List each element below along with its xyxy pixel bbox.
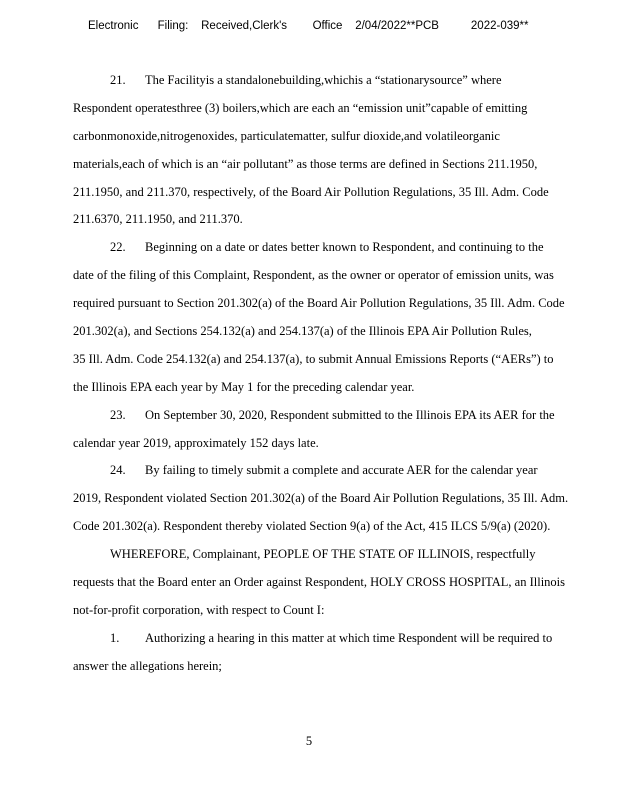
text-line — [73, 658, 608, 686]
text-line — [73, 128, 608, 156]
line-text: 211.1950, and 211.370, respectively, of the Board Air Pollution Regulations, 35 Ill. Adm. Code — [73, 184, 549, 199]
line-text: 35 Ill. Adm. Code 254.132(a) and 254.137(a), to submit Annual Emissions Reports (“AERs”) to — [73, 351, 554, 366]
text-line — [73, 546, 608, 574]
line-text: The Facilityis a standalonebuilding,whichis a “stationarysource” where — [145, 73, 502, 87]
line-text: calendar year 2019, approximately 152 days late. — [73, 435, 319, 450]
text-line — [73, 239, 608, 267]
line-text: not-for-profit corporation, with respect to Count I: — [73, 602, 325, 617]
line-text: date of the filing of this Complaint, Respondent, as the owner or operator of emission units, was — [73, 268, 554, 283]
text-line — [73, 184, 608, 212]
text-line — [73, 156, 608, 184]
text-line — [73, 518, 608, 546]
text-line — [73, 72, 608, 100]
paragraph-number: 23. — [110, 407, 126, 422]
text-line — [73, 630, 608, 658]
text-line — [73, 323, 608, 351]
line-text: answer the allegations herein; — [73, 658, 222, 673]
text-line — [73, 295, 608, 323]
line-text: WHEREFORE, Complainant, PEOPLE OF THE STATE OF ILLINOIS, respectfully — [110, 547, 536, 562]
line-text: required pursuant to Section 201.302(a) of the Board Air Pollution Regulations, 35 Ill. Adm. Code — [73, 296, 565, 311]
paragraph-number: 1. — [110, 630, 120, 645]
text-line — [73, 407, 608, 435]
paragraph-number: 22. — [110, 240, 126, 255]
text-line — [73, 211, 608, 239]
document-body — [73, 72, 608, 686]
line-text: By failing to timely submit a complete and accurate AER for the calendar year — [145, 463, 538, 478]
page-number: 5 — [305, 734, 313, 748]
text-line — [73, 462, 608, 490]
line-text: Code 201.302(a). Respondent thereby violated Section 9(a) of the Act, 415 ILCS 5/9(a) (2020). — [73, 519, 551, 534]
text-line — [73, 435, 608, 463]
line-text: Beginning on a date or dates better known to Respondent, and continuing to the — [145, 240, 544, 255]
text-line — [73, 100, 608, 128]
text-line — [73, 379, 608, 407]
text-line — [73, 602, 608, 630]
paragraph-number: 24. — [110, 463, 126, 478]
line-text: Authorizing a hearing in this matter at which time Respondent will be required to — [145, 630, 553, 645]
line-text: the Illinois EPA each year by May 1 for the preceding calendar year. — [73, 379, 415, 394]
text-line — [73, 267, 608, 295]
line-text: 201.302(a), and Sections 254.132(a) and 254.137(a) of the Illinois EPA Air Pollution Rules, — [73, 324, 532, 339]
text-line — [73, 490, 608, 518]
line-text: carbonmonoxide,nitrogenoxides, particulatematter, sulfur dioxide,and volatileorganic — [73, 128, 500, 143]
paragraph-number: 21. — [110, 73, 126, 87]
line-text: requests that the Board enter an Order against Respondent, HOLY CROSS HOSPITAL, an Illinois — [73, 575, 565, 590]
line-text: materials,each of which is an “air pollutant” as those terms are defined in Sections 211.1950, — [73, 156, 538, 171]
line-text: 211.6370, 211.1950, and 211.370. — [73, 212, 243, 227]
text-line — [73, 574, 608, 602]
line-text: 2019, Respondent violated Section 201.302(a) of the Board Air Pollution Regulations, 35 Ill. Adm. — [73, 491, 569, 506]
line-text: Respondent operatesthree (3) boilers,which are each an “emission unit”capable of emitting — [73, 100, 528, 115]
line-text: On September 30, 2020, Respondent submitted to the Illinois EPA its AER for the — [145, 407, 555, 422]
filing-header: Electronic Filing: Received,Clerk's Office 2/04/2022**PCB 2022-039** — [88, 20, 529, 32]
text-line — [73, 351, 608, 379]
